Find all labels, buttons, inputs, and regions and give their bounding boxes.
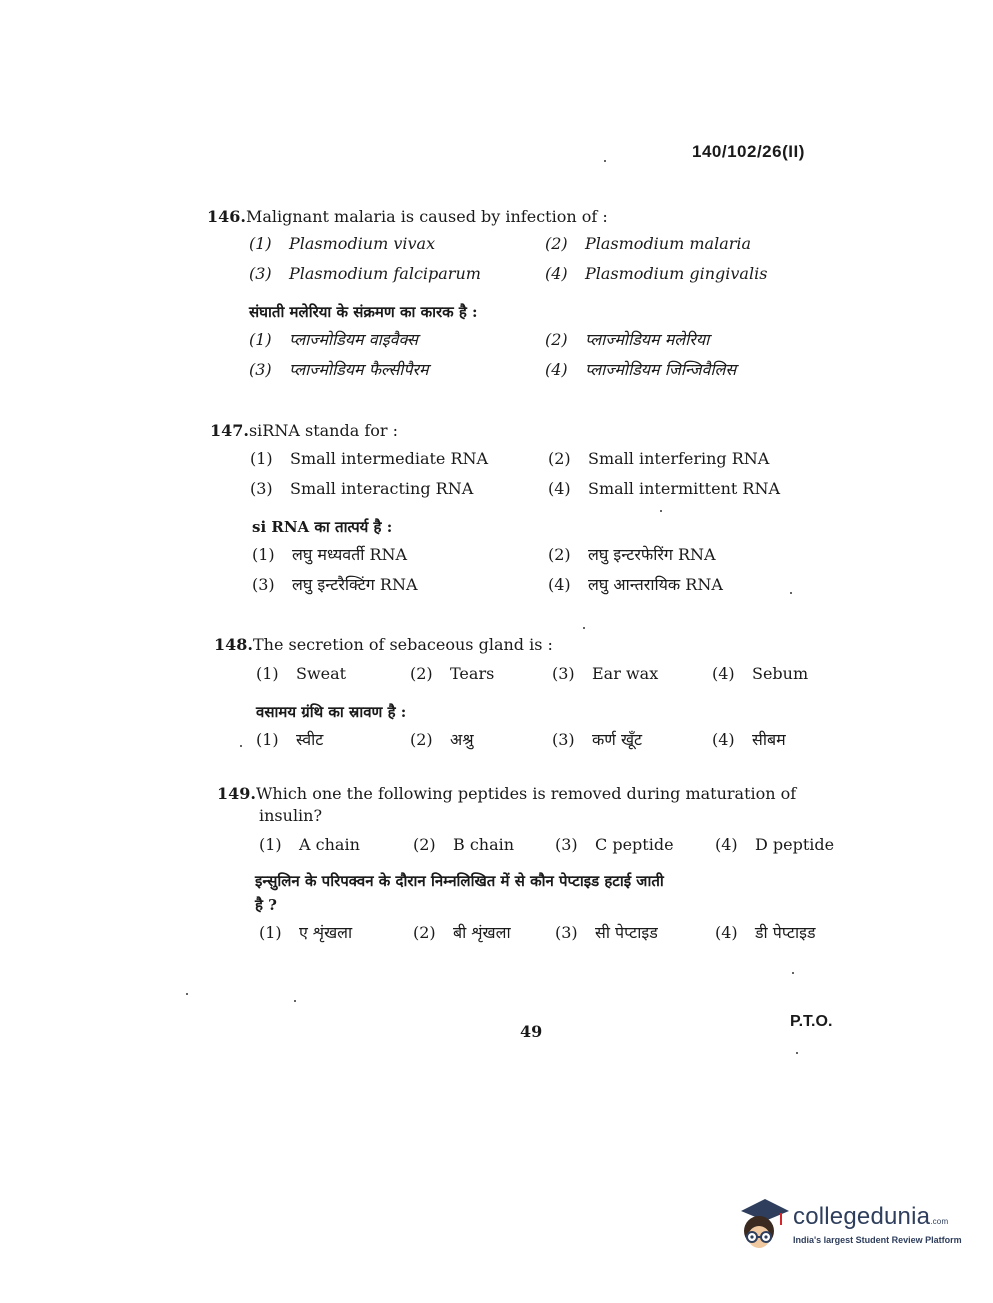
option-hi-3: (3) प्लाज्मोडियम फैल्सीपैरम (249, 360, 429, 379)
question-number: 147. (210, 421, 249, 440)
option-hi-2: (2) लघु इन्टरफेरिंग RNA (548, 545, 716, 564)
options-en-row-2 (207, 264, 807, 294)
question-text-hi: si RNA का तात्पर्य है : (252, 518, 393, 536)
option-en-2: (2) B chain (413, 835, 515, 854)
option-hi-4: (4) डी पेप्टाइड (715, 923, 816, 942)
options-hi-row-1 (207, 328, 807, 358)
question-text-hi-cont: है ? (255, 896, 277, 914)
options-hi-row (217, 921, 847, 951)
option-hi-1: (1) स्वीट (256, 730, 324, 749)
option-hi-1: (1) लघु मध्यवर्ती RNA (252, 545, 408, 564)
question-text-en: 146.Malignant malaria is caused by infection of : (207, 207, 608, 226)
scan-speck (604, 160, 606, 162)
option-en-3: (3) Small interacting RNA (250, 479, 474, 498)
scan-speck (792, 972, 794, 974)
question-number: 148. (214, 635, 253, 654)
option-en-2: (2) Plasmodium malaria (545, 234, 752, 253)
option-en-2: (2) Small interfering RNA (548, 449, 770, 468)
option-hi-3: (3) सी पेप्टाइड (555, 923, 658, 942)
page-number: 49 (520, 1022, 543, 1041)
scan-speck (240, 745, 242, 747)
question-text-hi: वसामय ग्रंथि का स्रावण है : (256, 703, 407, 721)
option-en-3: (3) C peptide (555, 835, 674, 854)
question-text-en: 147.siRNA standa for : (210, 421, 399, 440)
option-hi-4: (4) सीबम (712, 730, 786, 749)
option-hi-2: (2) अश्रु (410, 730, 474, 749)
question-149 (217, 783, 847, 951)
option-hi-3: (3) लघु इन्टरैक्टिंग RNA (252, 575, 418, 594)
options-en-row (217, 835, 847, 865)
question-147 (210, 420, 810, 603)
question-number: 149. (217, 784, 256, 803)
pto-label: P.T.O. (790, 1013, 833, 1030)
option-en-1: (1) Sweat (256, 664, 347, 683)
scan-speck (796, 1052, 798, 1054)
question-number: 146. (207, 207, 246, 226)
option-hi-1: (1) प्लाज्मोडियम वाइवैक्स (249, 330, 418, 349)
option-hi-1: (1) ए शृंखला (259, 923, 353, 942)
option-en-4: (4) Small intermittent RNA (548, 479, 780, 498)
option-en-2: (2) Tears (410, 664, 495, 683)
question-text-hi: इन्सुलिन के परिपक्वन के दौरान निम्नलिखित में से कौन पेप्टाइड हटाई जाती (255, 872, 664, 890)
brand-tagline: India's largest Student Review Platform (793, 1235, 962, 1245)
option-en-3: (3) Plasmodium falciparum (249, 264, 481, 283)
collegedunia-mascot-icon (735, 1195, 791, 1259)
question-text-hi: संघाती मलेरिया के संक्रमण का कारक है : (249, 303, 478, 321)
question-146 (207, 206, 807, 388)
option-en-4: (4) Sebum (712, 664, 809, 683)
options-hi-row-2 (210, 573, 810, 603)
options-en-row-1 (210, 449, 810, 479)
question-text-en-cont: insulin? (259, 806, 323, 825)
option-en-1: (1) A chain (259, 835, 360, 854)
scan-speck (186, 993, 188, 995)
question-text-en: 148.The secretion of sebaceous gland is : (214, 635, 553, 654)
options-en-row-2 (210, 479, 810, 509)
options-hi-row-1 (210, 543, 810, 573)
option-hi-2: (2) बी शृंखला (413, 923, 511, 942)
option-hi-2: (2) प्लाज्मोडियम मलेरिया (545, 330, 710, 349)
question-148 (214, 634, 834, 758)
options-en-row (214, 664, 834, 694)
option-en-4: (4) Plasmodium gingivalis (545, 264, 768, 283)
question-text-en: 149.Which one the following peptides is removed during maturation of (217, 784, 797, 803)
options-hi-row (214, 728, 834, 758)
options-hi-row-2 (207, 358, 807, 388)
paper-code: 140/102/26(II) (692, 142, 805, 161)
brand-name: collegedunia.com (793, 1203, 949, 1230)
option-en-4: (4) D peptide (715, 835, 835, 854)
option-hi-4: (4) प्लाज्मोडियम जिन्जिवैलिस (545, 360, 737, 379)
option-hi-4: (4) लघु आन्तरायिक RNA (548, 575, 723, 594)
option-en-1: (1) Plasmodium vivax (249, 234, 436, 253)
scan-speck (660, 510, 662, 512)
scan-speck (790, 592, 792, 594)
scan-speck (583, 627, 585, 629)
option-en-3: (3) Ear wax (552, 664, 659, 683)
option-en-1: (1) Small intermediate RNA (250, 449, 489, 468)
option-hi-3: (3) कर्ण खूँट (552, 730, 643, 749)
collegedunia-watermark (735, 1195, 965, 1265)
scan-speck (294, 1000, 296, 1002)
options-en-row-1 (207, 234, 807, 264)
